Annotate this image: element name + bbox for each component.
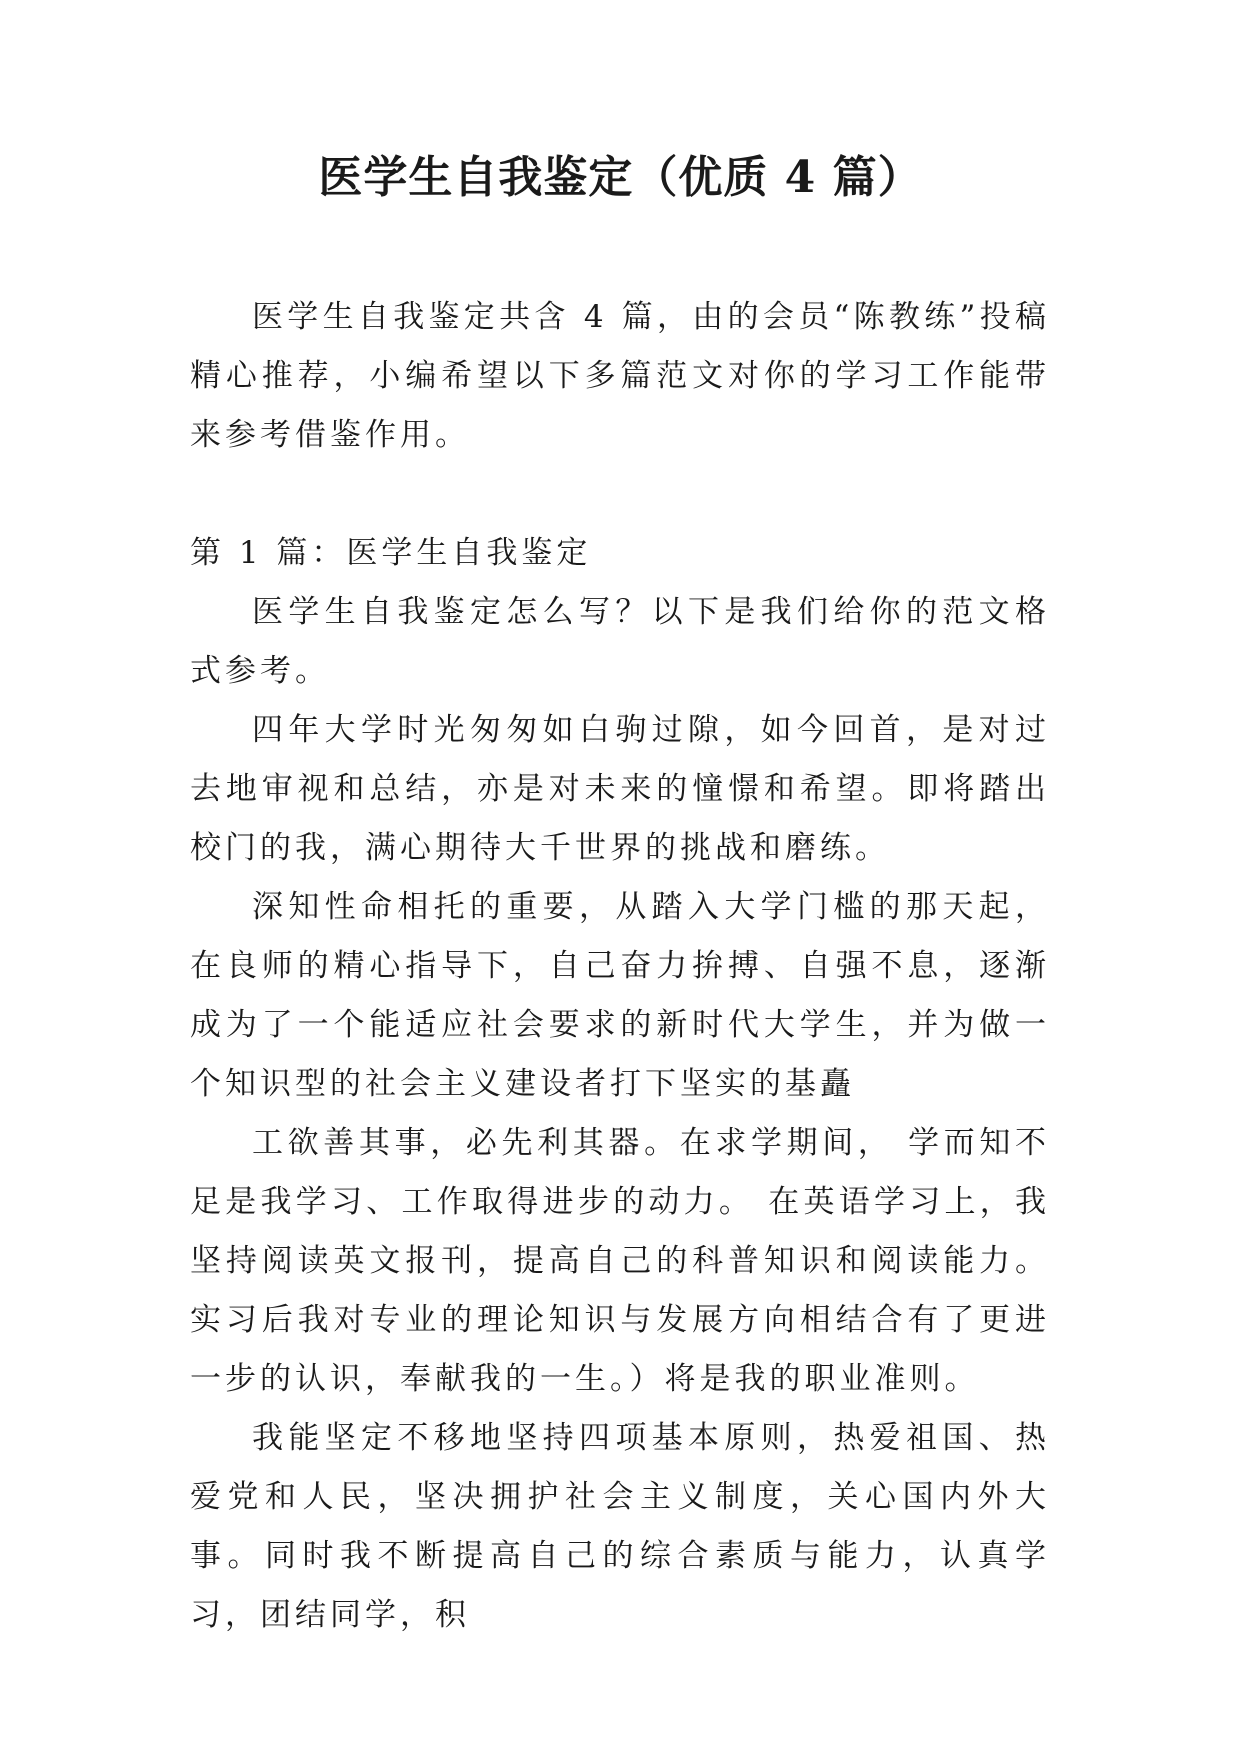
body-paragraph: 深知性命相托的重要，从踏入大学门槛的那天起，在良师的精心指导下，自己奋力拚搏、自强不息，逐渐成为了一个能适应社会要求的新时代大学生，并为做一个知识型的社会主义建设者打下坚实的基矗 (190, 889, 1050, 1102)
body-paragraph: 我能坚定不移地坚持四项基本原则，热爱祖国、热爱党和人民，坚决拥护社会主义制度，关心国内外大事。同时我不断提高自己的综合素质与能力，认真学习，团结同学，积 (190, 1420, 1050, 1633)
section-heading: 第 1 篇：医学生自我鉴定 (190, 535, 592, 571)
intro-paragraph: 医学生自我鉴定共含 4 篇，由的会员“陈教练”投稿精心推荐，小编希望以下多篇范文对你的学习工作能带来参考借鉴作用。 (190, 299, 1050, 453)
document-body (190, 288, 1050, 1645)
body-paragraph: 四年大学时光匆匆如白驹过隙，如今回首，是对过去地审视和总结，亦是对未来的憧憬和希望。即将踏出校门的我，满心期待大千世界的挑战和磨练。 (190, 712, 1050, 866)
body-paragraph: 工欲善其事，必先利其器。在求学期间， 学而知不足是我学习、工作取得进步的动力。 在英语学习上，我坚持阅读英文报刊，提高自己的科普知识和阅读能力。实习后我对专业的理论知识与发展方向相结合有了更进一步的认识，奉献我的一生。）将是我的职业准则。 (190, 1125, 1050, 1397)
body-paragraph: 医学生自我鉴定怎么写？以下是我们给你的范文格式参考。 (190, 594, 1050, 689)
document-title: 医学生自我鉴定（优质 4 篇） (318, 152, 923, 203)
